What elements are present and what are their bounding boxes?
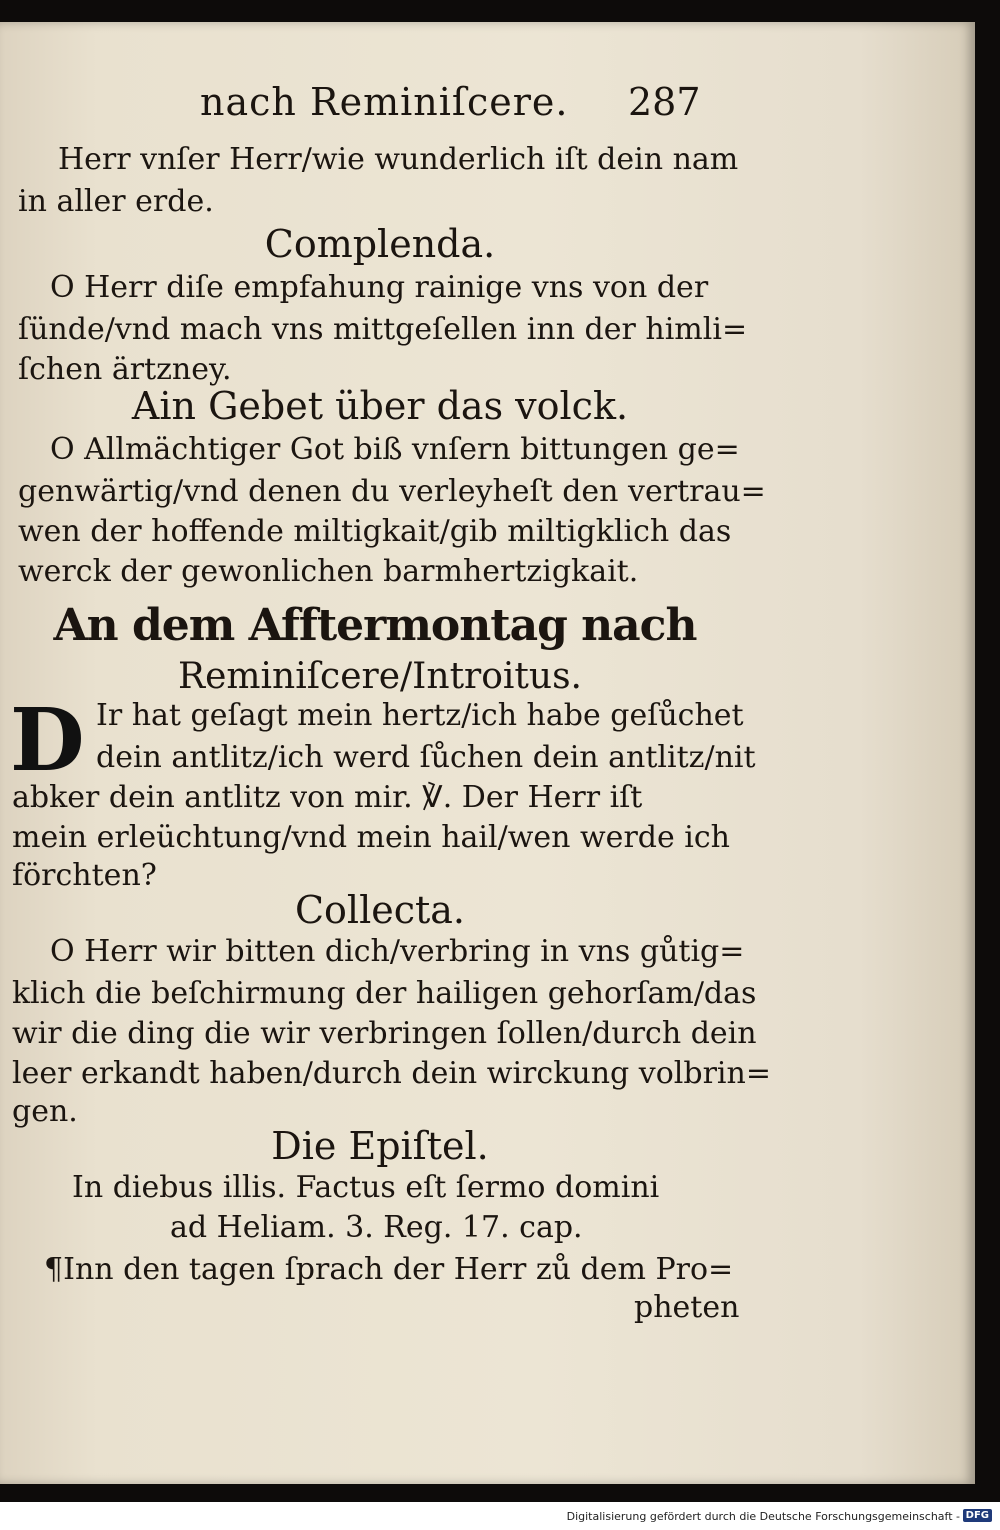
text-line: leer erkandt haben/durch dein wirckung volbrin= (12, 1056, 771, 1091)
section-subtitle: Reminiſcere/Introitus. (177, 656, 583, 697)
section-title: An dem Afftermontag nach (53, 600, 697, 651)
text-line: O Herr wir bitten dich/verbring in vns gůtig= (50, 934, 745, 969)
heading-complenda: Complenda. (264, 222, 496, 266)
latin-line: ad Heliam. 3. Reg. 17. cap. (170, 1210, 583, 1245)
text-line: mein erleüchtung/vnd mein hail/wen werde ich (12, 820, 730, 855)
running-head: nach Reminiſcere. (200, 80, 569, 124)
footer-credit: Digitalisierung gefördert durch die Deutsche Forschungsgemeinschaft - (566, 1510, 960, 1523)
text-line: förchten? (12, 858, 157, 893)
text-line: gen. (12, 1094, 78, 1129)
catchword: pheten (634, 1290, 740, 1325)
text-line: genwärtig/vnd denen du verleyheſt den vertrau= (18, 474, 766, 509)
text-line: abker dein antlitz von mir. ℣. Der Herr iſt (12, 780, 643, 815)
book-page (0, 22, 975, 1484)
latin-line: In diebus illis. Factus eſt ſermo domini (72, 1170, 660, 1205)
text-line: werck der gewonlichen barmhertzigkait. (18, 554, 639, 589)
heading-epistel: Die Epiſtel. (271, 1124, 489, 1168)
drop-initial: D (10, 690, 85, 791)
text-line: in aller erde. (18, 184, 214, 219)
text-line: O Allmächtiger Got biß vnſern bittungen ge= (50, 432, 740, 467)
text-line: ¶Inn den tagen ſprach der Herr zů dem Pro= (44, 1252, 734, 1287)
heading-gebet: Ain Gebet über das volck. (131, 384, 629, 428)
footer-bar (0, 1502, 1000, 1530)
heading-collecta: Collecta. (294, 888, 466, 932)
text-line: wir die ding die wir verbringen ſollen/durch dein (12, 1016, 757, 1051)
text-line: Herr vnſer Herr/wie wunderlich iſt dein nam (58, 142, 739, 177)
text-line: Ir hat geſagt mein hertz/ich habe geſůchet (96, 698, 744, 733)
text-line: wen der hoffende miltigkait/gib miltigklich das (18, 514, 732, 549)
text-line: ſchen ärtzney. (18, 352, 232, 387)
text-line: klich die beſchirmung der hailigen gehorſam/das (12, 976, 757, 1011)
dfg-logo-icon: DFG (963, 1509, 992, 1522)
text-line: ſünde/vnd mach vns mittgeſellen inn der himli= (18, 312, 748, 347)
text-line: dein antlitz/ich werd ſůchen dein antlitz/nit (96, 740, 756, 775)
page-number: 287 (628, 80, 701, 124)
text-line: O Herr diſe empfahung rainige vns von der (50, 270, 709, 305)
